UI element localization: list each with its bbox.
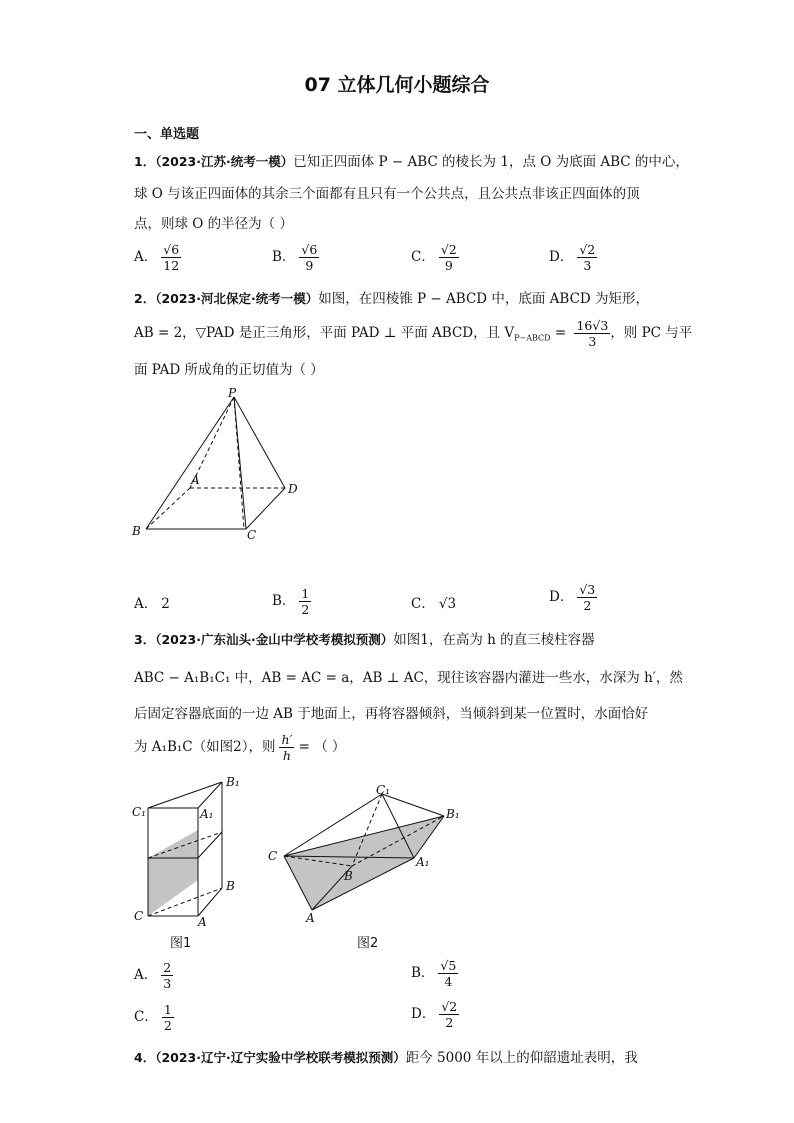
option-value: √3 (438, 596, 457, 612)
q2-source: （2023·河北保定·统考一模） (155, 291, 319, 306)
q2-line3: 面 PAD 所成角的正切值为（ ） (134, 362, 324, 378)
q4-number: 4． (134, 1050, 156, 1065)
fig2-label-A: A (306, 911, 315, 925)
fraction: $\frac{1}{2}$ (301, 586, 310, 617)
q2-option-b[interactable] (272, 586, 311, 617)
q3-option-d[interactable] (411, 999, 459, 1030)
label-B: B (132, 524, 141, 538)
fig2-label-C1: C₁ (376, 783, 390, 797)
fraction: $\frac{√2}{2}$ (441, 999, 458, 1030)
page-title: 07 立体几何小题综合 (304, 74, 490, 96)
fraction: $\frac{√3}{2}$ (579, 582, 596, 613)
q3-line3: 后固定容器底面的一边 AB 于地面上，再将容器倾斜，当倾斜到某一位置时，水面恰好 (134, 706, 649, 722)
option-label: A． (134, 249, 158, 265)
q1-line2: 球 O 与该正四面体的其余三个面都有且只有一个公共点，且公共点非该正四面体的顶 (134, 186, 640, 202)
label-A: A (191, 473, 200, 487)
q4-line1 (134, 1046, 638, 1066)
fig2-label-A1: A₁ (416, 855, 430, 869)
q4-source: （2023·辽宁·辽宁实验中学校联考模拟预测） (155, 1050, 406, 1065)
prism-figure-2 (262, 780, 472, 925)
option-label: B． (272, 593, 296, 609)
q2-line2 (134, 318, 692, 349)
q1-option-d[interactable] (549, 242, 597, 273)
pyramid-figure (128, 385, 308, 545)
fig2-label-B: B (344, 869, 353, 883)
fraction: $\frac{√6}{12}$ (163, 242, 180, 273)
q1-option-a[interactable] (134, 242, 181, 273)
fraction: $\frac{√5}{4}$ (440, 958, 457, 989)
q2-option-d[interactable] (549, 582, 597, 613)
option-label: B． (411, 965, 435, 981)
q1-line1 (134, 150, 689, 170)
fig2-label-C: C (268, 849, 278, 863)
fraction: $\frac{1}{2}$ (163, 1002, 172, 1033)
fig1-label-C1: C₁ (132, 805, 146, 819)
q1-number: 1． (134, 154, 156, 169)
q3-option-c[interactable] (134, 1002, 174, 1033)
q1-source: （2023·江苏·统考一模） (155, 154, 294, 169)
fraction: $\frac{√2}{9}$ (440, 242, 457, 273)
option-label: C． (411, 596, 435, 612)
option-label: D． (411, 1006, 436, 1022)
fig1-label-A: A (198, 915, 207, 929)
option-label: D． (549, 249, 574, 265)
fig1-label-C: C (134, 909, 144, 923)
q3-option-b[interactable] (411, 958, 458, 989)
q2-text-2b: = (550, 325, 571, 341)
fig2-caption: 图2 (357, 936, 379, 951)
option-label: C． (134, 1009, 158, 1025)
q3-text-4b: = （ ） (294, 739, 346, 755)
q2-text-2c: ，则 PC 与平 (610, 325, 693, 341)
fig2-label-B1: B₁ (446, 807, 460, 821)
fig1-caption: 图1 (170, 936, 192, 951)
q2-text-1: 如图，在四棱锥 P − ABCD 中，底面 ABCD 为矩形， (318, 291, 650, 307)
option-label: C． (411, 249, 435, 265)
q2-text-2a: AB = 2，▽PAD 是正三角形，平面 PAD ⊥ 平面 ABCD，且 V (134, 325, 515, 341)
option-label: B． (272, 249, 296, 265)
q1-text-1: 已知正四面体 P − ABC 的棱长为 1，点 O 为底面 ABC 的中心， (293, 154, 689, 170)
section-heading: 一、单选题 (134, 127, 200, 142)
q2-option-a[interactable] (134, 592, 170, 612)
q2-option-c[interactable] (411, 592, 456, 612)
label-D: D (288, 482, 298, 496)
option-label: A． (134, 596, 158, 612)
q3-text-4a: 为 A₁B₁C（如图2），则 (134, 739, 276, 755)
q1-option-b[interactable] (272, 242, 319, 273)
prism-figure-1 (130, 770, 250, 930)
q3-text-1: 如图1，在高为 h 的直三棱柱容器 (393, 632, 595, 648)
fig1-label-B: B (226, 879, 235, 893)
q4-text-1: 距今 5000 年以上的仰韶遗址表明，我 (405, 1050, 638, 1066)
q3-line1 (134, 628, 595, 648)
q2-number: 2． (134, 291, 156, 306)
fraction: $\frac{√2}{3}$ (579, 242, 596, 273)
label-P: P (228, 386, 237, 400)
q3-line2: ABC − A₁B₁C₁ 中，AB = AC = a，AB ⊥ AC，现往该容器内灌进一些水，水深为 h′，然 (134, 670, 683, 686)
ratio-fraction: $\frac{h'}{h}$ (281, 732, 293, 763)
q1-option-c[interactable] (411, 242, 459, 273)
fraction: $\frac{2}{3}$ (163, 960, 172, 991)
fig1-label-B1: B₁ (226, 775, 240, 789)
option-label: A． (134, 967, 158, 983)
q2-line1 (134, 287, 649, 307)
option-label: D． (549, 589, 574, 605)
fig1-label-A1: A₁ (200, 807, 214, 821)
q1-line3: 点，则球 O 的半径为（ ） (134, 216, 293, 232)
q3-line4 (134, 732, 346, 763)
q3-number: 3． (134, 632, 156, 647)
fraction: $\frac{√6}{9}$ (301, 242, 318, 273)
volume-fraction: $\frac{16√3}{3}$ (576, 318, 609, 349)
option-value: 2 (161, 596, 170, 612)
volume-subscript: P−ABCD (514, 333, 551, 343)
label-C: C (247, 528, 257, 542)
q3-option-a[interactable] (134, 960, 173, 991)
q3-source: （2023·广东汕头·金山中学校考模拟预测） (155, 632, 394, 647)
